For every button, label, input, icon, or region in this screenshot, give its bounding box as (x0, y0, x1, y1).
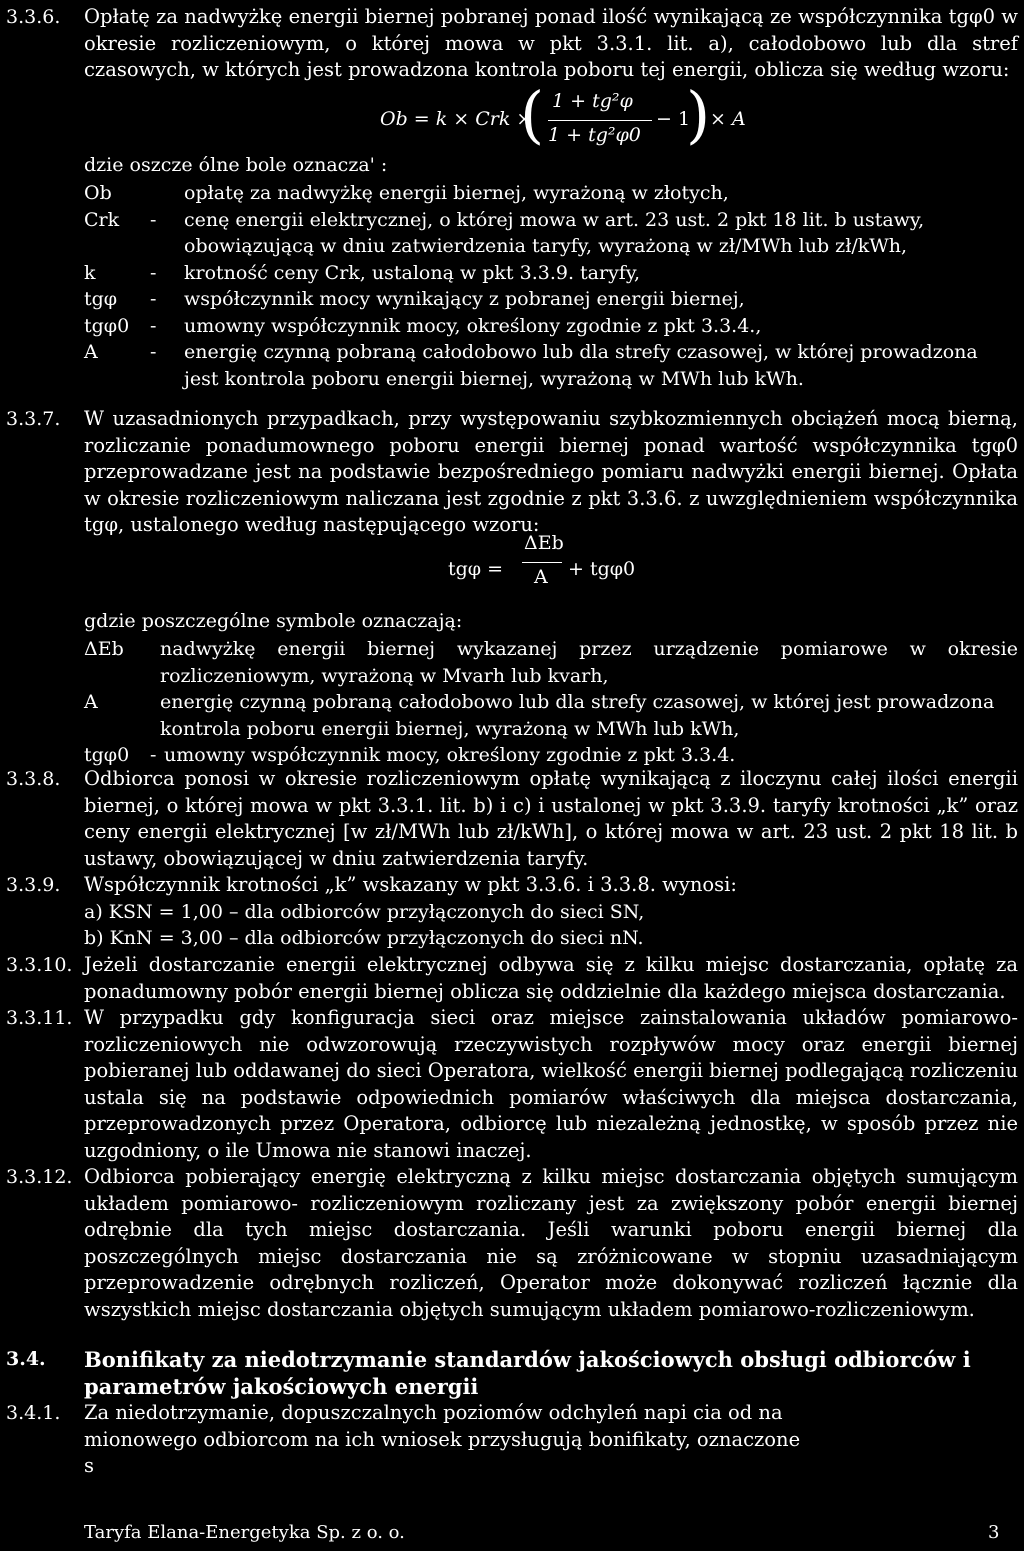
section-3-4-1 (6, 1400, 1018, 1480)
def-row (84, 339, 1018, 392)
def-symbol: A (84, 691, 98, 713)
section-text: W uzasadnionych przypadkach, przy występowaniu szybkozmiennych obciążeń mocą bierną, rozliczanie ponadumownego poboru energii biernej ponad wartość współczynnika tgφ0 przeprowadzane jest na podstawie bezpośredniego pomiaru nadwyżki energii biernej. Opłata w okresie rozliczeniowym naliczana jest zgodnie z pkt 3.3.6. z uwzględnieniem współczynnika tgφ, ustalonego według następującego wzoru: (84, 407, 1018, 536)
def-desc: krotność ceny Crk, ustaloną w pkt 3.3.9. taryfy, (184, 261, 641, 284)
def-desc: cenę energii elektrycznej, o której mowa w art. 23 ust. 2 pkt 18 lit. b ustawy, obowiązującą w dniu zatwierdzenia taryfy, wyrażoną w zł/MWh lub zł/kWh, (184, 208, 925, 257)
def-dash: - (150, 744, 157, 766)
def-dash: - (150, 261, 157, 284)
footer-text: Taryfa Elana-Energetyka Sp. z o. o. (84, 1522, 405, 1543)
def-row (84, 180, 1018, 207)
section-number: 3.3.8. (6, 768, 61, 790)
section-number: 3.3.6. (6, 6, 61, 28)
section-3-3-9 (6, 872, 1018, 952)
symbol-definitions-337 (84, 636, 1018, 769)
def-symbol: ΔEb (84, 638, 124, 660)
symbols-intro: dzie oszcze ólne bole oznacza' : (84, 154, 388, 176)
def-symbol: k (84, 261, 96, 284)
def-row (84, 260, 1018, 287)
section-text: Jeżeli dostarczanie energii elektrycznej odbywa się z kilku miejsc dostarczania, opłatę za ponadumowny pobór energii biernej oblicza się oddzielnie dla każdego miejsca dostarczania. (84, 953, 1018, 1003)
section-text: Opłatę za nadwyżkę energii biernej pobranej ponad ilość wynikającą ze współczynnika tgφ0 w okresie rozliczeniowym, o której mowa w pkt 3.3.1. lit. a), całodobowo lub dla stref czasowych, w których jest prowadzona kontrola poboru tej energii, oblicza się według wzoru: (84, 5, 1018, 81)
def-row (84, 636, 1018, 689)
formula-lhs: Ob = k × Crk × (380, 108, 533, 130)
def-desc: współczynnik mocy wynikający z pobranej energii biernej, (184, 288, 745, 310)
formula-paren-right: ) (686, 78, 711, 151)
krotnosc-list (84, 899, 1018, 952)
section-text: Odbiorca pobierający energię elektryczną z kilku miejsc dostarczania objętych sumującym układem pomiarowo- rozliczeniowym rozliczany jest za zwiększony pobór energii biernej odrębnie dla tych miejsc dostarczania. Jeśli warunki poboru energii biernej dla poszczególnych miejsc dostarczania nie są zróżnicowane w stopniu uzasadniającym przeprowadzenie odrębnych rozliczeń, Operator może dokonywać rozliczeń łącznie dla wszystkich miejsc dostarczania objętych sumującym układem pomiarowo-rozliczeniowym. (84, 1165, 1018, 1321)
section-number: 3.3.7. (6, 408, 61, 430)
symbols-intro: gdzie poszczególne symbole oznaczają: (84, 610, 463, 632)
section-3-3-12 (6, 1164, 1018, 1323)
list-item: b) KnN = 3,00 – dla odbiorców przyłączonych do sieci nN. (84, 927, 644, 949)
def-symbol: A (84, 341, 98, 363)
def-symbol: Crk (84, 208, 120, 231)
formula-denominator: A (534, 566, 548, 588)
formula-numerator: ΔEb (524, 532, 564, 554)
page-number: 3 (988, 1522, 1000, 1543)
def-symbol: tgφ0 (84, 744, 130, 766)
formula-ob (380, 80, 760, 160)
def-desc: nadwyżkę energii biernej wykazanej przez urządzenie pomiarowe w okresie rozliczeniowym, wyrażoną w Mvarh lub kvarh, (160, 638, 1018, 687)
section-number: 3.3.9. (6, 874, 61, 896)
def-dash: - (150, 208, 157, 231)
fraction-line (548, 120, 652, 121)
formula-minus-one: − 1 (656, 108, 691, 130)
formula-times-a: × A (710, 108, 746, 130)
formula-denominator: 1 + tg²φ0 (548, 124, 641, 146)
section-3-3-8 (6, 766, 1018, 872)
def-row (84, 742, 1018, 769)
section-number: 3.3.12. (6, 1166, 73, 1188)
section-number: 3.4. (6, 1348, 46, 1370)
formula-lhs: tgφ = (448, 558, 504, 580)
section-number: 3.3.10. (6, 954, 73, 976)
def-dash: - (150, 288, 157, 310)
section-text: Za niedotrzymanie, dopuszczalnych poziomów odchyleń napi cia od na mionowego odbiorcom na ich wniosek przysługują bonifikaty, oznaczone s (84, 1401, 801, 1477)
def-dash (150, 180, 184, 207)
section-3-3-10 (6, 952, 1018, 1005)
formula-rhs: + tgφ0 (568, 558, 636, 580)
formula-paren-left: ( (520, 78, 545, 151)
formula-tg (448, 532, 648, 612)
def-dash: - (150, 314, 157, 337)
def-desc: energię czynną pobraną całodobowo lub dla strefy czasowej, w której jest prowadzona kontrola poboru energii biernej, wyrażoną w MWh lub kWh, (160, 691, 995, 740)
symbol-definitions-336 (84, 180, 1018, 392)
section-3-3-11 (6, 1005, 1018, 1164)
section-text: Współczynnik krotności „k” wskazany w pkt 3.3.6. i 3.3.8. wynosi: (84, 873, 737, 896)
def-desc: energię czynną pobraną całodobowo lub dla strefy czasowej, w której prowadzona jest kontrola poboru energii biernej, wyrażoną w MWh lub kWh. (184, 341, 978, 390)
def-dash (150, 636, 160, 689)
section-3-3-6 (6, 4, 1018, 84)
def-row (84, 689, 1018, 742)
section-3-4 (6, 1346, 1018, 1400)
def-row (84, 286, 1018, 313)
section-number: 3.4.1. (6, 1402, 61, 1424)
section-heading: Bonifikaty za niedotrzymanie standardów jakościowych obsługi odbiorców i parametrów jakościowych energii (84, 1347, 971, 1399)
def-symbol: tgφ (84, 288, 118, 310)
section-number: 3.3.11. (6, 1007, 73, 1029)
list-item: a) KSN = 1,00 – dla odbiorców przyłączonych do sieci SN, (84, 900, 645, 923)
def-row (84, 313, 1018, 340)
def-desc: umowny współczynnik mocy, określony zgodnie z pkt 3.3.4. (164, 744, 736, 766)
def-row (84, 207, 1018, 260)
fraction-line (522, 562, 562, 563)
def-symbol: tgφ0 (84, 314, 130, 337)
section-3-3-7 (6, 406, 1018, 539)
section-text: W przypadku gdy konfiguracja sieci oraz miejsce zainstalowania układów pomiarowo-rozliczeniowych nie odwzorowują rzeczywistych rozpływów mocy oraz energii biernej pobieranej lub oddawanej do sieci Operatora, wielkość energii biernej podlegającą rozliczeniu ustala się na podstawie odpowiednich pomiarów właściwych dla miejsca dostarczania, przeprowadzonych przez Operatora, odbiorcę lub niezależną jednostkę, w sposób przez nie uzgodniony, o ile Umowa nie stanowi inaczej. (84, 1006, 1019, 1162)
def-dash: - (150, 341, 157, 363)
def-symbol: Ob (84, 182, 112, 204)
section-text: Odbiorca ponosi w okresie rozliczeniowym opłatę wynikającą z iloczynu całej ilości energii biernej, o której mowa w pkt 3.3.1. lit. b) i c) i ustalonej w pkt 3.3.9. taryfy krotności „k” oraz ceny energii elektrycznej [w zł/MWh lub zł/kWh], o której mowa w art. 23 ust. 2 pkt 18 lit. b ustawy, obowiązującej w dniu zatwierdzenia taryfy. (84, 767, 1018, 870)
def-desc: umowny współczynnik mocy, określony zgodnie z pkt 3.3.4., (184, 314, 762, 337)
formula-numerator: 1 + tg²φ (552, 90, 633, 112)
def-desc: opłatę za nadwyżkę energii biernej, wyrażoną w złotych, (184, 182, 729, 204)
def-dash (150, 689, 160, 742)
